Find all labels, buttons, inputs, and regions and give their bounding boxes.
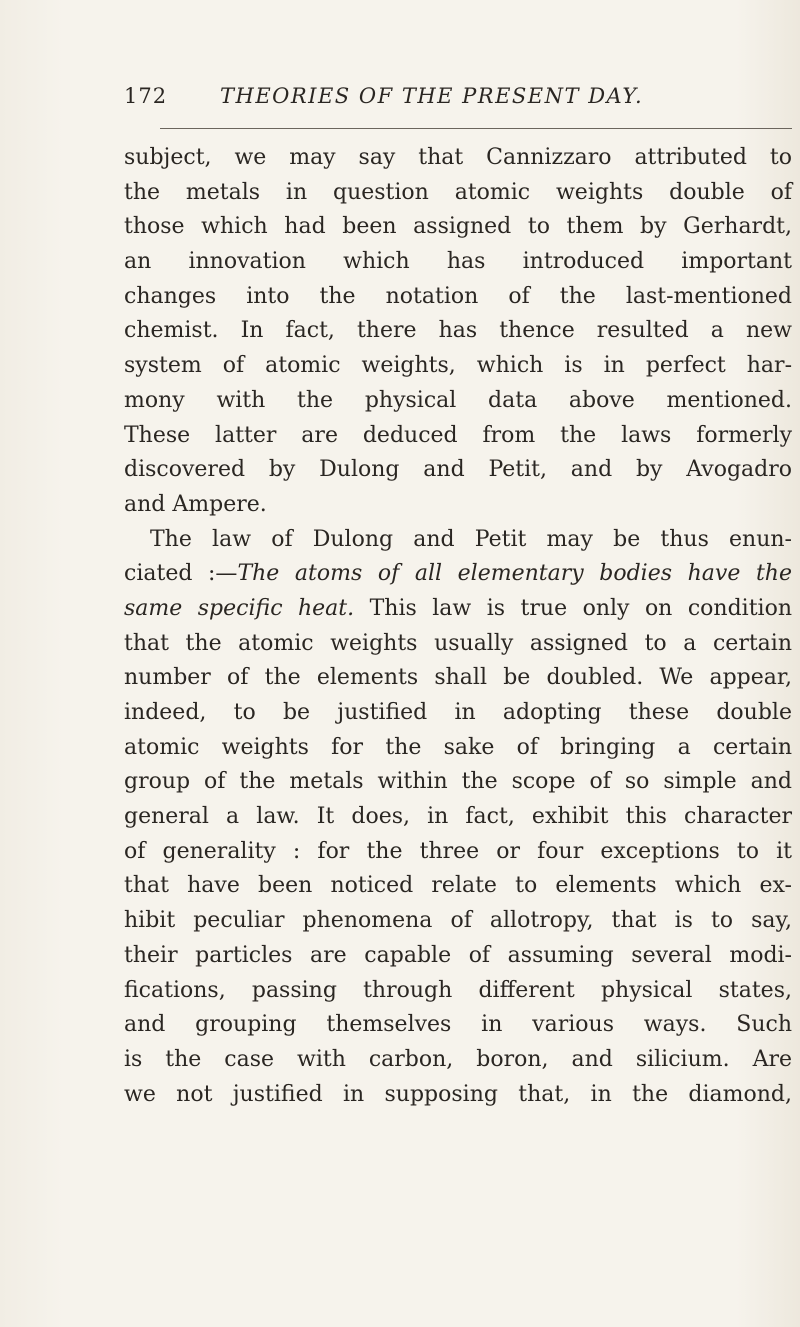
body-text xyxy=(124,141,792,1112)
text-run: This law is true only on condition xyxy=(354,595,792,621)
text-line xyxy=(124,592,792,627)
text-line: indeed, to be justified in adopting these double xyxy=(124,700,792,725)
text-line: of generality : for the three or four exceptions to it xyxy=(124,838,792,864)
text-line: those which had been assigned to them by Gerhardt, xyxy=(124,214,792,240)
text-line xyxy=(124,557,792,592)
text-line: hibit peculiar phenomena of allotropy, that is to say, xyxy=(124,908,792,934)
text-line: fications, passing through different physical states, xyxy=(124,977,792,1003)
text-line: mony with the physical data above mentioned. xyxy=(124,387,792,413)
text-line: that the atomic weights usually assigned to a certain xyxy=(124,630,792,656)
text-line: group of the metals within the scope of so simple and xyxy=(124,769,792,795)
italic-law-statement: The atoms of all elementary bodies have the xyxy=(237,561,792,587)
header-rule xyxy=(160,128,792,129)
text-line: These latter are deduced from the laws formerly xyxy=(124,422,792,448)
running-title: THEORIES OF THE PRESENT DAY. xyxy=(220,84,644,108)
page-number: 172 xyxy=(124,84,168,108)
text-line: The law of Dulong and Petit may be thus enun- xyxy=(150,526,792,552)
running-head xyxy=(124,84,694,118)
text-line: the metals in question atomic weights double of xyxy=(124,179,792,205)
text-line: atomic weights for the sake of bringing a certain xyxy=(124,734,792,760)
text-line: general a law. It does, in fact, exhibit this character xyxy=(124,804,792,830)
text-line: number of the elements shall be doubled. We appear, xyxy=(124,665,792,691)
text-run: ciated :— xyxy=(124,561,238,587)
text-line: subject, we may say that Cannizzaro attributed to xyxy=(124,145,792,170)
text-line: we not justified in supposing that, in the diamond, xyxy=(124,1081,792,1107)
text-line: and Ampere. xyxy=(124,491,267,517)
text-line: is the case with carbon, boron, and silicium. Are xyxy=(124,1046,792,1072)
italic-law-statement: same specific heat. xyxy=(124,595,355,621)
text-line: system of atomic weights, which is in perfect har- xyxy=(124,353,792,379)
text-line: an innovation which has introduced important xyxy=(124,249,792,275)
text-line: and grouping themselves in various ways. Such xyxy=(124,1012,792,1038)
text-line: that have been noticed relate to elements which ex- xyxy=(124,873,792,899)
text-line: their particles are capable of assuming several modi- xyxy=(124,942,792,968)
text-line: discovered by Dulong and Petit, and by Avogadro xyxy=(124,457,792,483)
text-line: changes into the notation of the last-mentioned xyxy=(124,283,792,309)
text-line: chemist. In fact, there has thence resulted a new xyxy=(124,318,792,344)
